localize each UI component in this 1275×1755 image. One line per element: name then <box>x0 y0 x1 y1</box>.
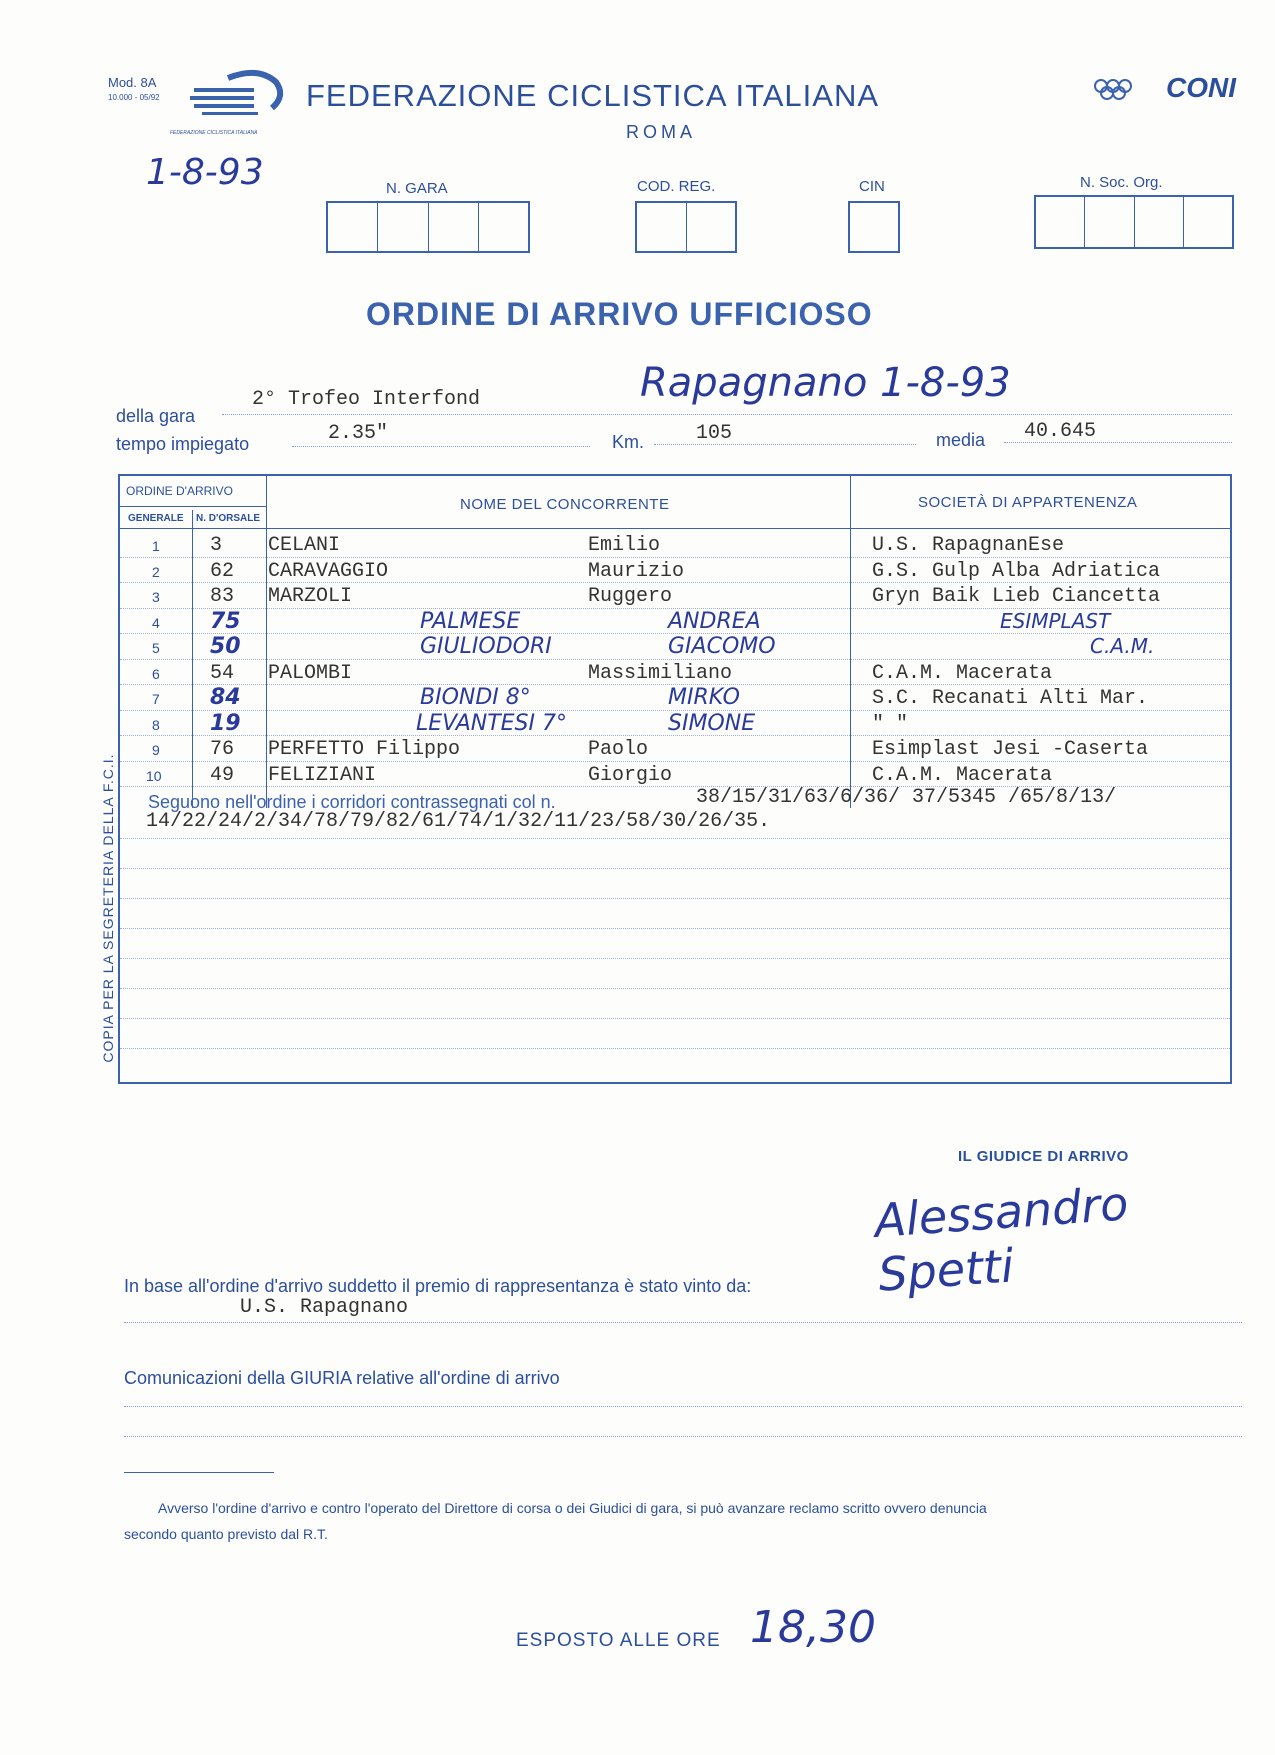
table-row <box>120 762 1230 788</box>
n-soc-org-boxes <box>1034 195 1234 249</box>
row-team: U.S. RapagnanEse <box>872 534 1065 557</box>
row-name: SIMONE <box>668 710 756 736</box>
row-surname: CARAVAGGIO <box>268 559 389 583</box>
row-team: Esimplast Jesi -Caserta <box>872 738 1149 761</box>
arrival-table <box>118 474 1232 1084</box>
row-name: ANDREA <box>668 608 761 634</box>
row-position: 10 <box>146 767 162 784</box>
seguono-label: Seguono nell'ordine i corridori contrassegnati col n. <box>148 792 556 812</box>
coni-logo: CONI <box>1166 72 1236 103</box>
row-team: C.A.M. Macerata <box>872 763 1053 787</box>
cin-label: CIN <box>859 178 885 195</box>
row-position: 3 <box>152 589 160 605</box>
table-row <box>120 685 1230 711</box>
col-societa: SOCIETÀ DI APPARTENENZA <box>918 494 1138 511</box>
row-position: 9 <box>152 742 160 758</box>
row-name: MIRKO <box>668 685 740 710</box>
row-position: 7 <box>152 691 160 707</box>
km-line <box>654 444 916 445</box>
col-dorsale: N. D'ORSALE <box>196 513 261 524</box>
row-team: " " <box>872 712 909 736</box>
reclamo-line2: secondo quanto previsto dal R.T. <box>124 1526 328 1542</box>
col-ordine: ORDINE D'ARRIVO <box>126 484 233 498</box>
olympic-rings-icon <box>1093 78 1133 102</box>
table-row <box>120 558 1230 584</box>
row-name: Giorgio <box>588 763 673 787</box>
handwritten-date: 1-8-93 <box>146 152 264 193</box>
km-value: 105 <box>696 422 733 445</box>
table-row <box>120 609 1230 635</box>
row-team: C.A.M. <box>1090 634 1155 658</box>
row-bib: 62 <box>210 559 235 583</box>
premio-label: In base all'ordine d'arrivo suddetto il premio di rappresentanza è stato vinto da: <box>124 1276 752 1296</box>
col-nome: NOME DEL CONCORRENTE <box>460 496 670 513</box>
header-sub-line <box>120 506 266 507</box>
federation-title: FEDERAZIONE CICLISTICA ITALIANA <box>306 78 880 113</box>
mod-code: 10.000 - 05/92 <box>108 93 160 102</box>
cod-reg-boxes <box>635 201 737 253</box>
blank-line <box>120 868 1230 869</box>
table-row <box>120 736 1230 762</box>
form-title: ORDINE DI ARRIVO UFFICIOSO <box>366 296 873 332</box>
logo-caption: FEDERAZIONE CICLISTICA ITALIANA <box>170 130 258 136</box>
row-name: Ruggero <box>588 585 673 608</box>
row-bib: 3 <box>210 534 223 557</box>
tempo-line <box>292 446 590 447</box>
row-surname: GIULIODORI <box>420 634 552 659</box>
reclamo-line1: Avverso l'ordine d'arrivo e contro l'operato del Direttore di corsa o dei Giudici di gara, si può avanzare reclamo scritto ovvero denuncia <box>158 1500 987 1516</box>
blank-line <box>120 1048 1230 1049</box>
row-bib: 76 <box>210 738 235 761</box>
row-name: GIACOMO <box>668 634 776 659</box>
della-gara-value: 2° Trofeo Interfond <box>252 388 481 411</box>
row-position: 8 <box>152 716 160 733</box>
seguono-line2: 14/22/24/2/34/78/79/82/61/74/1/32/11/23/58/30/26/35. <box>146 810 771 833</box>
blank-line <box>120 988 1230 989</box>
premio-value: U.S. Rapagnano <box>240 1296 409 1319</box>
cod-reg-label: COD. REG. <box>637 178 716 195</box>
judge-signature: Alessandro Spetti <box>872 1176 1130 1302</box>
row-bib: 75 <box>210 608 241 634</box>
row-bib: 83 <box>210 585 235 608</box>
table-row <box>120 583 1230 609</box>
blank-line <box>120 928 1230 929</box>
n-gara-boxes <box>326 201 530 253</box>
row-name: Maurizio <box>588 559 685 583</box>
row-team: ESIMPLAST <box>1000 608 1111 633</box>
row-surname: MARZOLI <box>268 585 353 608</box>
row-position: 2 <box>152 563 160 580</box>
tempo-label: tempo impiegato <box>116 434 250 454</box>
row-team: C.A.M. Macerata <box>872 661 1053 685</box>
fci-logo-icon <box>188 68 288 130</box>
della-gara-line <box>222 414 1232 415</box>
side-note: COPIA PER LA SEGRETERIA DELLA F.C.I. <box>100 753 116 1063</box>
handwritten-place: Rapagnano 1-8-93 <box>640 360 1011 406</box>
esposto-label: ESPOSTO ALLE ORE <box>516 1630 721 1651</box>
table-row <box>120 711 1230 737</box>
blank-line <box>120 1018 1230 1019</box>
row-position: 4 <box>152 614 160 631</box>
row-position: 5 <box>152 640 160 656</box>
tempo-value: 2.35" <box>328 422 389 445</box>
blank-line <box>120 898 1230 899</box>
mod-label: Mod. 8A <box>108 75 157 90</box>
row-bib: 84 <box>210 685 241 710</box>
signature-rule <box>124 1472 274 1473</box>
blank-line <box>120 838 1230 839</box>
row-surname: FELIZIANI <box>268 763 377 787</box>
row-team: Gryn Baik Lieb Ciancetta <box>872 585 1161 608</box>
city-label: ROMA <box>626 122 696 142</box>
row-surname: LEVANTESI 7° <box>416 710 568 736</box>
cin-box <box>848 201 900 253</box>
row-name: Paolo <box>588 738 649 761</box>
giuria-line-2 <box>124 1436 1242 1437</box>
row-surname: BIONDI 8° <box>420 685 531 710</box>
media-value: 40.645 <box>1024 420 1097 443</box>
row-surname: PERFETTO Filippo <box>268 738 461 761</box>
row-name: Massimiliano <box>588 661 733 685</box>
table-row <box>120 634 1230 660</box>
judge-label: IL GIUDICE DI ARRIVO <box>958 1148 1129 1165</box>
blank-line <box>120 958 1230 959</box>
giuria-line-1 <box>124 1406 1242 1407</box>
giuria-label: Comunicazioni della GIURIA relative all'ordine di arrivo <box>124 1368 560 1388</box>
row-surname: PALMESE <box>420 608 521 634</box>
km-label: Km. <box>612 432 645 452</box>
row-bib: 19 <box>210 710 241 736</box>
row-bib: 49 <box>210 763 235 787</box>
n-gara-label: N. GARA <box>386 180 448 197</box>
row-bib: 50 <box>210 634 241 659</box>
n-soc-org-label: N. Soc. Org. <box>1080 174 1163 191</box>
col-generale: GENERALE <box>128 513 184 524</box>
esposto-value: 18,30 <box>750 1602 876 1653</box>
row-surname: PALOMBI <box>268 661 353 685</box>
table-row <box>120 532 1230 558</box>
table-row <box>120 660 1230 686</box>
header-bottom-line <box>120 528 1230 529</box>
media-label: media <box>936 430 986 450</box>
row-bib: 54 <box>210 661 235 685</box>
row-team: S.C. Recanati Alti Mar. <box>872 687 1149 710</box>
row-surname: CELANI <box>268 534 341 557</box>
seguono-line1: 38/15/31/63/6/36/ 37/5345 /65/8/13/ <box>696 786 1117 809</box>
premio-line <box>124 1322 1242 1323</box>
media-line <box>1004 442 1232 443</box>
della-gara-label: della gara <box>116 406 196 426</box>
row-position: 6 <box>152 665 160 682</box>
row-position: 1 <box>152 538 160 554</box>
row-name: Emilio <box>588 534 661 557</box>
row-team: G.S. Gulp Alba Adriatica <box>872 559 1161 583</box>
